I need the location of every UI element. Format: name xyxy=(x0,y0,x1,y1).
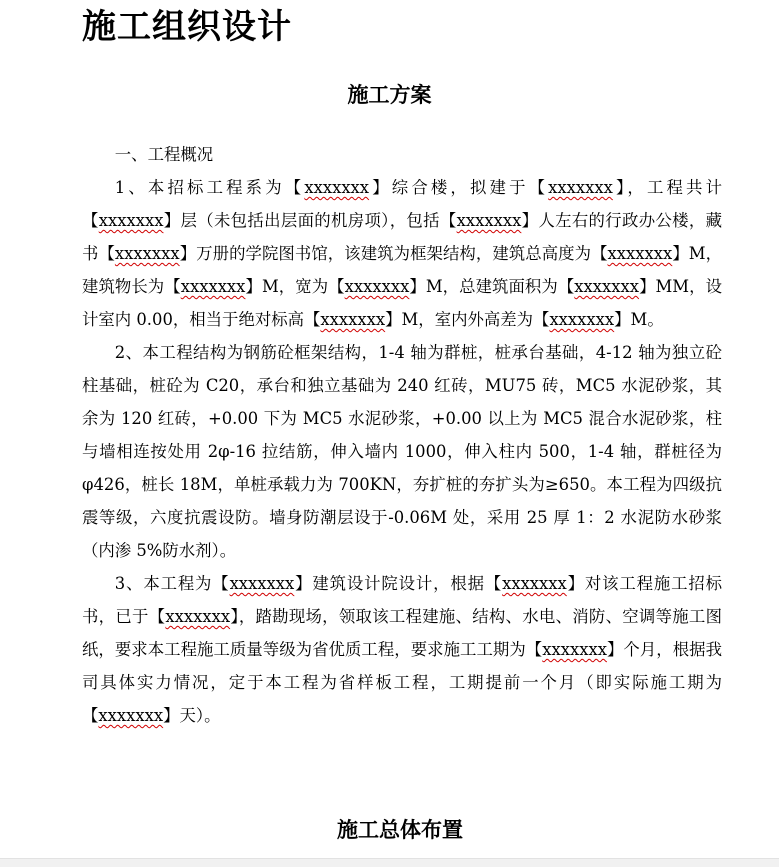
placeholder-text: xxxxxxx xyxy=(548,178,613,197)
placeholder-text: xxxxxxx xyxy=(549,310,615,329)
paragraph-text: 1、本招标工程系为【 xyxy=(114,178,305,197)
paragraph-text: 】MM，设计室内 0.00，相当于绝对标高【 xyxy=(82,277,722,329)
placeholder-text: xxxxxxx xyxy=(304,178,370,197)
paragraph-text: 3、本工程为【 xyxy=(114,574,230,593)
placeholder-text: xxxxxxx xyxy=(542,640,607,659)
paragraph-text: 】M。 xyxy=(614,310,664,329)
paragraph-text: 】万册的学院图书馆，该建筑为框架结构，建筑总高度为【 xyxy=(179,244,608,263)
placeholder-text: xxxxxxx xyxy=(180,277,246,296)
paragraph-3 xyxy=(82,567,722,732)
paragraph-text: 】，工程共计【 xyxy=(82,178,722,230)
paragraph-text: 】层（未包括出层面的机房项），包括【 xyxy=(163,211,457,230)
placeholder-text: xxxxxxx xyxy=(165,607,231,626)
placeholder-text: xxxxxxx xyxy=(502,574,567,593)
paragraph-text: 】建筑设计院设计，根据【 xyxy=(294,574,503,593)
paragraph-text: 】个月，根据我司具体实力情况，定于本工程为省样板工程，工期提前一个月（即实际施工期为【 xyxy=(82,640,723,725)
paragraph-text: 】M，建筑物长为【 xyxy=(82,244,723,296)
paragraph-text: 】，踏勘现场，领取该工程建施、结构、水电、消防、空调等施工图纸，要求本工程施工质量等级为省优质工程，要求施工工期为【 xyxy=(82,607,722,659)
paragraph-text: 】人左右的行政办公楼，藏书【 xyxy=(82,211,723,263)
placeholder-text: xxxxxxx xyxy=(114,244,180,263)
paragraph-text: 】M，总建筑面积为【 xyxy=(409,277,575,296)
paragraph-2: 2、本工程结构为钢筋砼框架结构，1-4 轴为群桩，桩承台基础，4-12 轴为独立砼柱基础，桩砼为 C20，承台和独立基础为 240 红砖，MU75 砖，MC5 水泥砂浆，其余为 120 红砖，+0.00 下为 MC5 水泥砂浆，+0.00 以上为 MC5 混合水泥砂浆，柱与墙相连按处用 2φ-16 拉结筋，伸入墙内 1000，伸入柱内 500，1-4 轴，群桩径为φ426，桩长 18M，单桩承载力为 700KN，夯扩桩的夯扩头为≥650。本工程为四级抗震等级，六度抗震设防。墙身防潮层设于-0.06M 处，采用 25 厚 1：2 水泥防水砂浆（内渗 5%防水剂）。 xyxy=(82,343,722,560)
placeholder-text: xxxxxxx xyxy=(98,211,164,230)
subsection-heading: 一、工程概况 xyxy=(114,145,214,164)
paragraph-text: 】对该工程施工招标书，已于【 xyxy=(82,574,723,626)
paragraph-text: 】M，室内外高差为【 xyxy=(385,310,550,329)
placeholder-text: xxxxxxx xyxy=(574,277,640,296)
placeholder-text: xxxxxxx xyxy=(229,574,295,593)
paragraph-1 xyxy=(82,171,722,336)
document-title: 施工组织设计 xyxy=(82,7,292,47)
placeholder-text: xxxxxxx xyxy=(98,706,164,725)
placeholder-text: xxxxxxx xyxy=(344,277,410,296)
section-title-construction-plan: 施工方案 xyxy=(347,82,432,107)
paragraph-text: 】M，宽为【 xyxy=(245,277,345,296)
placeholder-text: xxxxxxx xyxy=(456,211,522,230)
placeholder-text: xxxxxxx xyxy=(607,244,673,263)
paragraph-text: 】综合楼，拟建于【 xyxy=(369,178,549,197)
section-title-general-layout: 施工总体布置 xyxy=(337,817,463,842)
document-body xyxy=(82,138,722,732)
placeholder-text: xxxxxxx xyxy=(320,310,386,329)
paragraph-text: 】天）。 xyxy=(163,706,221,725)
